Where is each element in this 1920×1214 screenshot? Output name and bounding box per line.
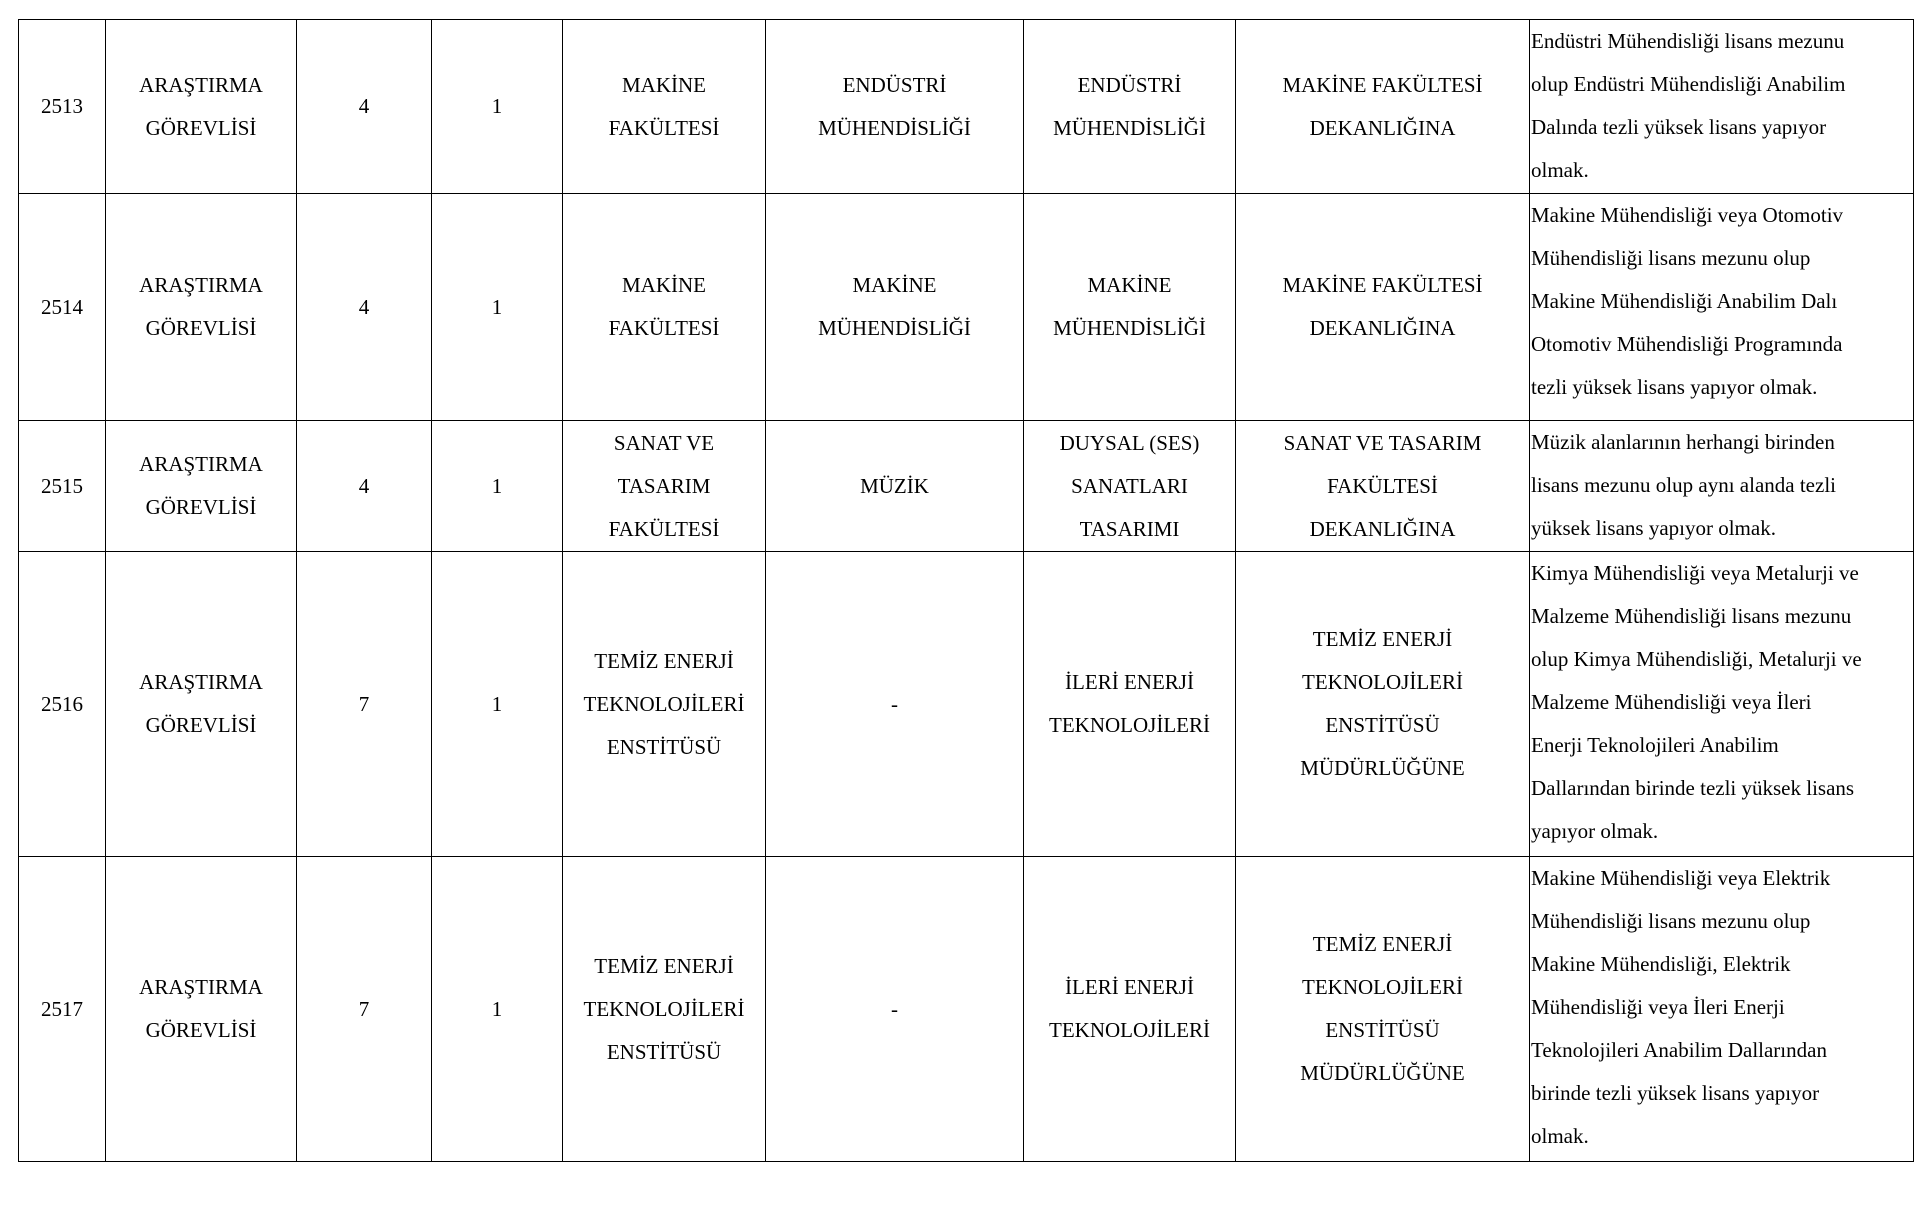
division-cell: MAKİNE MÜHENDİSLİĞİ: [1024, 194, 1236, 421]
position-title-cell: ARAŞTIRMA GÖREVLİSİ: [106, 857, 297, 1162]
count-cell: 1: [432, 552, 563, 857]
table-row: [19, 552, 1914, 857]
position-number-cell: 2515: [19, 421, 106, 552]
division-cell: İLERİ ENERJİ TEKNOLOJİLERİ: [1024, 857, 1236, 1162]
count-cell: 1: [432, 857, 563, 1162]
department-cell: -: [766, 552, 1024, 857]
count-cell: 1: [432, 194, 563, 421]
department-cell: MAKİNE MÜHENDİSLİĞİ: [766, 194, 1024, 421]
requirements-cell: Makine Mühendisliği veya Elektrik Mühendisliği lisans mezunu olup Makine Mühendisliği, Elektrik Mühendisliği veya İleri Enerji Teknolojileri Anabilim Dallarından birinde tezli yüksek lisans yapıyor olmak.: [1530, 857, 1914, 1162]
degree-cell: 7: [297, 552, 432, 857]
division-cell: DUYSAL (SES) SANATLARI TASARIMI: [1024, 421, 1236, 552]
degree-cell: 4: [297, 194, 432, 421]
degree-cell: 4: [297, 421, 432, 552]
position-number-cell: 2513: [19, 20, 106, 194]
department-cell: MÜZİK: [766, 421, 1024, 552]
table-row: [19, 857, 1914, 1162]
table-row: [19, 421, 1914, 552]
positions-table: [18, 19, 1914, 1162]
position-title-cell: ARAŞTIRMA GÖREVLİSİ: [106, 20, 297, 194]
position-number-cell: 2517: [19, 857, 106, 1162]
application-office-cell: TEMİZ ENERJİ TEKNOLOJİLERİ ENSTİTÜSÜ MÜDÜRLÜĞÜNE: [1236, 857, 1530, 1162]
requirements-cell: Makine Mühendisliği veya Otomotiv Mühendisliği lisans mezunu olup Makine Mühendisliği Anabilim Dalı Otomotiv Mühendisliği Programında tezli yüksek lisans yapıyor olmak.: [1530, 194, 1914, 421]
table-row: [19, 194, 1914, 421]
position-number-cell: 2514: [19, 194, 106, 421]
requirements-cell: Müzik alanlarının herhangi birinden lisans mezunu olup aynı alanda tezli yüksek lisans yapıyor olmak.: [1530, 421, 1914, 552]
count-cell: 1: [432, 20, 563, 194]
application-office-cell: MAKİNE FAKÜLTESİ DEKANLIĞINA: [1236, 194, 1530, 421]
degree-cell: 4: [297, 20, 432, 194]
position-number-cell: 2516: [19, 552, 106, 857]
position-title-cell: ARAŞTIRMA GÖREVLİSİ: [106, 421, 297, 552]
degree-cell: 7: [297, 857, 432, 1162]
department-cell: -: [766, 857, 1024, 1162]
count-cell: 1: [432, 421, 563, 552]
faculty-cell: TEMİZ ENERJİ TEKNOLOJİLERİ ENSTİTÜSÜ: [563, 857, 766, 1162]
faculty-cell: SANAT VE TASARIM FAKÜLTESİ: [563, 421, 766, 552]
division-cell: ENDÜSTRİ MÜHENDİSLİĞİ: [1024, 20, 1236, 194]
faculty-cell: TEMİZ ENERJİ TEKNOLOJİLERİ ENSTİTÜSÜ: [563, 552, 766, 857]
requirements-cell: Kimya Mühendisliği veya Metalurji ve Malzeme Mühendisliği lisans mezunu olup Kimya Mühendisliği, Metalurji ve Malzeme Mühendisliği veya İleri Enerji Teknolojileri Anabilim Dallarından birinde tezli yüksek lisans yapıyor olmak.: [1530, 552, 1914, 857]
position-title-cell: ARAŞTIRMA GÖREVLİSİ: [106, 552, 297, 857]
application-office-cell: MAKİNE FAKÜLTESİ DEKANLIĞINA: [1236, 20, 1530, 194]
faculty-cell: MAKİNE FAKÜLTESİ: [563, 20, 766, 194]
requirements-cell: Endüstri Mühendisliği lisans mezunu olup Endüstri Mühendisliği Anabilim Dalında tezli yüksek lisans yapıyor olmak.: [1530, 20, 1914, 194]
department-cell: ENDÜSTRİ MÜHENDİSLİĞİ: [766, 20, 1024, 194]
position-title-cell: ARAŞTIRMA GÖREVLİSİ: [106, 194, 297, 421]
faculty-cell: MAKİNE FAKÜLTESİ: [563, 194, 766, 421]
application-office-cell: TEMİZ ENERJİ TEKNOLOJİLERİ ENSTİTÜSÜ MÜDÜRLÜĞÜNE: [1236, 552, 1530, 857]
division-cell: İLERİ ENERJİ TEKNOLOJİLERİ: [1024, 552, 1236, 857]
table-row: [19, 20, 1914, 194]
application-office-cell: SANAT VE TASARIM FAKÜLTESİ DEKANLIĞINA: [1236, 421, 1530, 552]
